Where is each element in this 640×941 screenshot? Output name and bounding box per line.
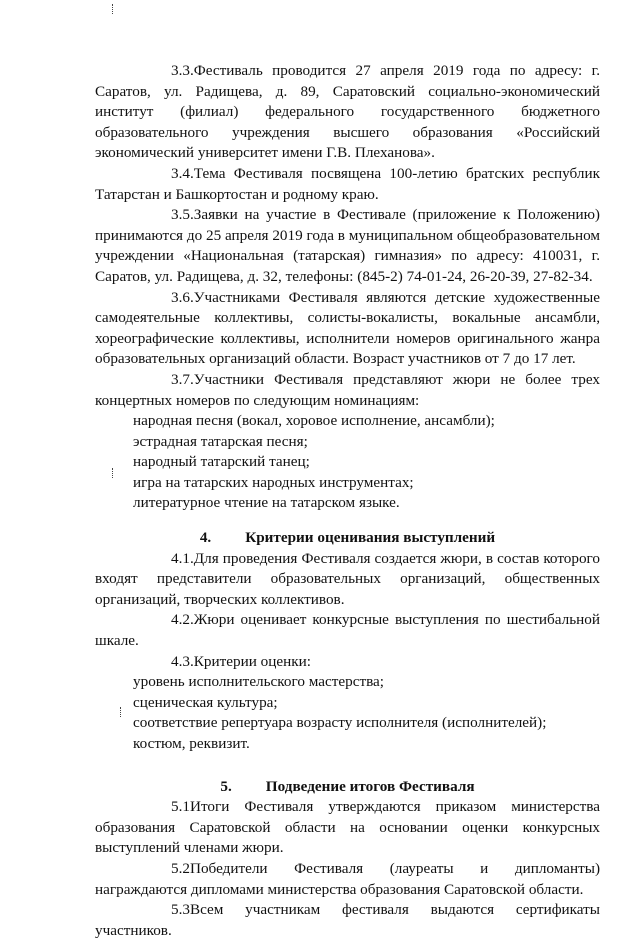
criteria-item: соответствие репертуара возрасту исполнителя (исполнителей); bbox=[133, 714, 547, 732]
section-title: Критерии оценивания выступлений bbox=[245, 529, 496, 547]
criteria-item: уровень исполнительского мастерства; bbox=[133, 673, 385, 691]
scan-mark bbox=[112, 4, 114, 14]
paragraph-number: 3.7. bbox=[171, 370, 194, 388]
paragraph-number: 4.3. bbox=[171, 652, 194, 670]
paragraph-3-3 bbox=[95, 61, 600, 164]
paragraph-3-6 bbox=[95, 288, 600, 370]
criteria-item: сценическая культура; bbox=[133, 693, 278, 711]
paragraph-text: Для проведения Фестиваля создается жюри, в состав которого входят представители образовательных организаций, общественных организаций, творческих коллективов. bbox=[95, 549, 600, 608]
paragraph-text: Фестиваль проводится 27 апреля 2019 года по адресу: г. Саратов, ул. Радищева, д. 89, Саратовский социально-экономический институт (филиал) федерального государственного бюджетного образовательного учреждения высшего образования «Российский экономический университет имени Г.В. Плеханова». bbox=[95, 62, 600, 162]
section-number: 5. bbox=[220, 777, 232, 795]
section-title: Подведение итогов Фестиваля bbox=[265, 777, 475, 795]
paragraph-4-2 bbox=[95, 610, 600, 651]
paragraph-text: Всем участникам фестиваля выдаются сертификаты участников. bbox=[95, 901, 600, 939]
paragraph-number: 4.1. bbox=[171, 549, 194, 567]
paragraph-text: Заявки на участие в Фестивале (приложение к Положению) принимаются до 25 апреля 2019 года в муниципальном общеобразовательном учреждении «Национальная (татарская) гимназия» по адресу: 410031, г. Саратов, ул. Радищева, д. 32, телефоны: (845-2) 74-01-24, 26-20-39, 27-82-34. bbox=[95, 206, 600, 285]
paragraph-number: 4.2. bbox=[171, 611, 194, 629]
paragraph-text: Участники Фестиваля представляют жюри не более трех концертных номеров по следующим номинациям: bbox=[95, 370, 600, 409]
section-4-heading bbox=[95, 528, 600, 549]
paragraph-4-3 bbox=[95, 652, 600, 673]
paragraph-text: Жюри оценивает конкурсные выступления по шестибальной шкале. bbox=[95, 611, 600, 650]
paragraph-text: Участниками Фестиваля являются детские художественные самодеятельные коллективы, солисты-вокалисты, вокальные ансамбли, хореографические коллективы, исполнители номеров оригинального жанра образовательных организаций области. Возраст участников от 7 до 17 лет. bbox=[95, 288, 600, 368]
nomination-item: эстрадная татарская песня; bbox=[133, 432, 308, 450]
paragraph-3-4 bbox=[95, 164, 600, 205]
nomination-item: народная песня (вокал, хоровое исполнение, ансамбли); bbox=[133, 412, 495, 430]
criteria-item: костюм, реквизит. bbox=[133, 735, 250, 752]
paragraph-5-3 bbox=[95, 900, 600, 941]
paragraph-text: Тема Фестиваля посвящена 100-летию братских республик Татарстан и Башкортостан и родному краю. bbox=[95, 164, 600, 203]
section-5-heading bbox=[95, 777, 600, 798]
nomination-item: литературное чтение на татарском языке. bbox=[133, 494, 400, 512]
paragraph-text: Победители Фестиваля (лауреаты и дипломанты) награждаются дипломами министерства образования Саратовской области. bbox=[95, 859, 600, 898]
paragraph-number: 3.4. bbox=[171, 164, 194, 182]
paragraph-3-5 bbox=[95, 205, 600, 287]
paragraph-number: 3.3. bbox=[171, 62, 194, 79]
section-number: 4. bbox=[199, 529, 212, 547]
paragraph-text: Критерии оценки: bbox=[193, 652, 311, 670]
paragraph-text: Итоги Фестиваля утверждаются приказом министерства образования Саратовской области на основании оценки конкурсных выступлений членами жюри. bbox=[95, 798, 600, 857]
paragraph-4-1 bbox=[95, 549, 600, 611]
paragraph-number: 3.5. bbox=[171, 206, 194, 224]
paragraph-number: 5.3 bbox=[171, 901, 190, 919]
paragraph-5-2 bbox=[95, 859, 600, 900]
paragraph-5-1 bbox=[95, 797, 600, 859]
paragraph-number: 5.1 bbox=[171, 798, 190, 816]
nomination-item: игра на татарских народных инструментах; bbox=[133, 473, 414, 491]
paragraph-3-7 bbox=[95, 370, 600, 411]
nomination-item: народный татарский танец; bbox=[133, 453, 310, 471]
paragraph-number: 5.2 bbox=[171, 859, 190, 877]
document-body bbox=[95, 61, 600, 941]
paragraph-number: 3.6. bbox=[171, 288, 194, 306]
